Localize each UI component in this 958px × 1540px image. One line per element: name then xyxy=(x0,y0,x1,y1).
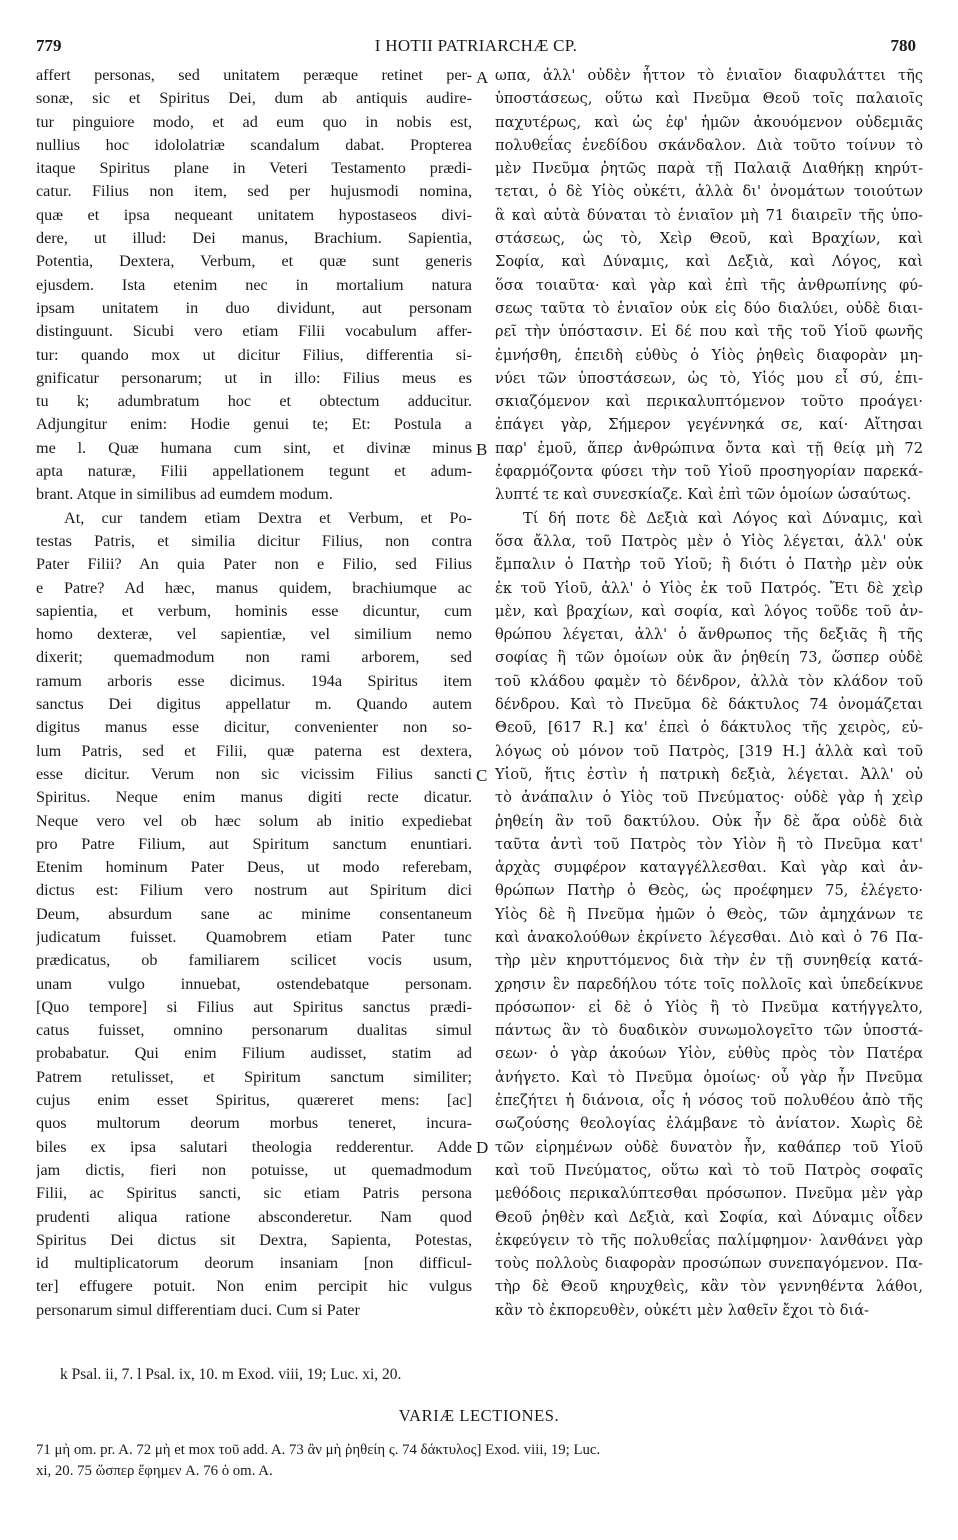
greek-text-line: τῶν εἰρημένων οὐδὲ δυνατὸν ἦν, καθάπερ τοῦ Υἱοῦ xyxy=(495,1138,923,1156)
greek-text-line: τὴρ δὲ Θεοῦ κηρυχθεὶς, κἂν τὸν γεννηθέντα λάθοι, xyxy=(495,1278,923,1296)
greek-text-line: μεθόδοις περικαλύπτεσθαι πρόσωπον. Πνεῦμα μὲν γὰρ xyxy=(495,1185,923,1203)
latin-text-line: Spiritus Dei dictus sit Dextra, Sapienta, Potestas, xyxy=(36,1230,472,1249)
greek-text-line: λυπτέ τε καὶ συνεσκίαζε. Καὶ ἐπὶ τῶν ὁμοίων ὡσαύτως. xyxy=(495,486,912,504)
greek-text-line: Θεοῦ, [617 R.] κα' ἐπεὶ ὁ δάκτυλος τῆς χειρὸς, εὐ- xyxy=(495,719,923,737)
margin-marker-a: A xyxy=(476,68,489,87)
latin-text-line: personarum simul differentiam duci. Cum si Pater xyxy=(36,1300,360,1319)
latin-text-line: jam dictis, fieri non potuisse, ut quemadmodum xyxy=(36,1160,472,1179)
latin-text-line: cujus enim esset Spiritus, quæreret mens: [ac] xyxy=(36,1091,472,1110)
greek-text-line: ὅσα τοιαῦτα· καὶ γὰρ καὶ ἐπὶ τῆς ἀνθρωπίνης φύ- xyxy=(495,276,923,294)
latin-text-line: [Quo tempore] si Filius aut Spiritus sanctus prædi- xyxy=(36,997,472,1016)
latin-text-line: testas Patris, et similia dicitur Filius, non contra xyxy=(36,531,472,550)
latin-text-line: ter] effugere potuit. Non enim percipit hic vulgus xyxy=(36,1277,472,1296)
page-number-left: 779 xyxy=(36,36,62,55)
latin-text-line: biles ex ipsa salutari theologia redderentur. Adde xyxy=(36,1137,472,1156)
latin-text-line: prudenti aliqua ratione absconderetur. Nam quod xyxy=(36,1207,472,1226)
greek-text-line: τοὺς πολλοὺς διαφορὰν προσώπων συνεπαγόμενον. Πα- xyxy=(495,1255,923,1273)
page-number-right: 780 xyxy=(890,36,916,55)
variant-readings xyxy=(36,1440,922,1482)
greek-text-line: ρεῖ τὴν ὑπόστασιν. Εἰ δέ που καὶ τῆς τοῦ Υἱοῦ φωνῆς xyxy=(495,323,923,341)
greek-text-line: Θεοῦ ῥηθὲν καὶ Δεξιὰ, καὶ Σοφία, καὶ Δύναμις οἶδεν xyxy=(495,1208,923,1226)
latin-text-line: homo dexteræ, vel sapientiæ, vel similium nemo xyxy=(36,625,472,644)
greek-text-line: χρησιν ἓν παρεδήλου τότε τοῖς πολλοῖς καὶ ὑπεδείκνυε xyxy=(495,975,923,993)
greek-text-line: στάσεως, ὡς τὸ, Χεὶρ Θεοῦ, καὶ Βραχίων, καὶ xyxy=(495,230,923,248)
latin-text-line: dere, ut illud: Dei manus, Brachium. Sapientia, xyxy=(36,229,472,248)
greek-text-line: λόγως οὐ μόνον τοῦ Πατρὸς, [319 H.] ἀλλὰ καὶ τοῦ xyxy=(495,742,923,760)
variae-lectiones-heading: VARIÆ LECTIONES. xyxy=(398,1406,560,1425)
greek-text-line: μὲν, καὶ βραχίων, καὶ σοφία, καὶ λόγος τοῦδε τοῦ ἀν- xyxy=(495,602,923,620)
greek-text-line: ἀρχὰς συμφέρον καταγγέλλεσθαι. Καὶ γὰρ καὶ ἀν- xyxy=(495,859,923,877)
greek-text-line: μὲν Πνεῦμα ῥητῶς παρὰ τῇ Παλαιᾷ Διαθήκῃ κηρύτ- xyxy=(495,160,923,178)
greek-text-line: Υἱοῦ, ἥτις ἐστὶν ἡ πατρικὴ δεξιὰ, λέγεται. Ἀλλ' οὐ xyxy=(495,765,923,783)
margin-marker-b: B xyxy=(476,440,488,459)
latin-text-line: Pater Filii? An quia Pater non e Filio, sed Filius xyxy=(36,555,472,574)
latin-text-line: brant. Atque in similibus ad eumdem modum. xyxy=(36,485,333,504)
greek-text-line: ἐφαρμόζοντα φύσει τὴν τοῦ Υἱοῦ προσηγορίαν παρεκά- xyxy=(495,463,923,481)
latin-text-line: Adjungitur enim: Hodie genui te; Et: Postula a xyxy=(36,415,472,434)
latin-text-line: dictus est: Filium vero nostrum aut Spiritum dici xyxy=(36,881,472,900)
greek-text-line: ἃ καὶ αὐτὰ δύναται τὸ ἑνιαῖον μὴ 71 διαιρεῖν τῆς ὑπο- xyxy=(495,206,923,224)
latin-text-line: ipsam unitatem in duo dividunt, aut personam xyxy=(36,298,472,317)
latin-text-line: itaque Spiritus plane in Veteri Testamento prædi- xyxy=(36,159,472,178)
greek-text-line: ὑποστάσεως, οὕτω καὶ Πνεῦμα Θεοῦ τοῖς παλαιοῖς xyxy=(495,90,923,108)
greek-text-line: σεων· ὁ γὰρ ἀκούων Υἱὸν, εὐθὺς πρὸς τὸν Πατέρα xyxy=(495,1045,923,1063)
greek-text-line: πρόσωπον· εἰ δὲ ὁ Υἱὸς ἢ τὸ Πνεῦμα κατήγγελτο, xyxy=(495,998,923,1016)
latin-text-line: tu k; adumbratum hoc et obtectum adducitur. xyxy=(36,392,472,411)
latin-text-line: catur. Filius non item, sed per hujusmodi nomina, xyxy=(36,182,472,201)
latin-text-line: nullius hoc idololatriæ scandalum dabat. Propterea xyxy=(36,135,472,154)
greek-text-line: ἐπεζήτει ἡ διάνοια, οἷς ἡ νόσος τοῦ πολυθέου ἀπὸ τῆς xyxy=(495,1092,923,1110)
greek-text-line: νύει τῶν ὑποστάσεων, ὡς τὸ, Υἱός μου εἶ σύ, ἐπι- xyxy=(495,369,923,387)
greek-text-line: καὶ τοῦ Πνεύματος, οὕτω καὶ τὸ τοῦ Πατρὸς σοφαῖς xyxy=(495,1161,923,1179)
greek-text-line: ὅσα ἄλλα, τοῦ Πατρὸς μὲν ὁ Υἱὸς λέγεται, ἀλλ' οὐκ xyxy=(495,532,923,550)
latin-text-line: Spiritus. Neque enim manus digiti recte dicatur. xyxy=(36,788,472,807)
greek-text-line: τεται, ὁ δὲ Υἱὸς οὐκέτι, ἀλλὰ δι' ὀνομάτων τοιούτων xyxy=(495,183,923,201)
page-header xyxy=(36,36,916,62)
greek-column xyxy=(495,64,923,1322)
greek-text-line: παρ' ἐμοῦ, ἅπερ ἀνθρώπινα ὄντα καὶ τῇ θείᾳ μὴ 72 xyxy=(495,439,923,457)
greek-text-line: ἐκ τοῦ Υἱοῦ, ἀλλ' ὁ Υἱὸς ἐκ τοῦ Πατρός. Ἔτι δὲ χεὶρ xyxy=(495,579,923,597)
latin-text-line: Neque vero vel ob hæc solum ab initio expediebat xyxy=(36,811,472,830)
margin-marker-d: D xyxy=(476,1138,489,1157)
greek-text-line: σωζούσης θεολογίας ἐλάμβανε τὸ ἀνίατον. Χωρὶς δὲ xyxy=(495,1115,923,1133)
greek-text-line: τὸ ἀνάπαλιν ὁ Υἱὸς τοῦ Πνεύματος· οὐδὲ γὰρ ἡ χεὶρ xyxy=(495,789,923,807)
greek-text-line: Τί δή ποτε δὲ Δεξιὰ καὶ Λόγος καὶ Δύναμις, καὶ xyxy=(523,509,923,527)
greek-text-line: ἐπάγει γὰρ, Σήμερον γεγέννηκά σε, καί· Αἴτησαι xyxy=(495,416,923,434)
scripture-footnotes: k Psal. ii, 7. l Psal. ix, 10. m Exod. viii, 19; Luc. xi, 20. xyxy=(60,1366,402,1383)
latin-text-line: prædicatus, ob familiarem scilicet vocis usum, xyxy=(36,951,472,970)
latin-text-line: esse dicitur. Verum non sic vicissim Filius sancti xyxy=(36,764,472,783)
greek-text-line: ταῦτα ἀντὶ τοῦ Πατρὸς τὸν Υἱὸν ἢ τὸ Πνεῦμα κατ' xyxy=(495,835,923,853)
greek-text-line: σεως ταῦτα τὸ ἑνιαῖον οὐκ εἰς δύο διαλύει, οὐδὲ διαι- xyxy=(495,299,923,317)
variant-line: xi, 20. 75 ὥσπερ ἔφημεν A. 76 ὁ om. A. xyxy=(36,1463,273,1479)
latin-text-line: id multiplicatorum deorum insaniam [non difficul- xyxy=(36,1254,472,1273)
variant-line: 71 μὴ om. pr. A. 72 μὴ et mox τοῦ add. A. 73 ἂν μὴ ῥηθείη ς. 74 δάκτυλος] Exod. viii, 19; Luc. xyxy=(36,1442,601,1458)
greek-text-line: ῥηθείη ἂν τοῦ δακτύλου. Οὐκ ἦν δὲ ἄρα οὐδὲ διὰ xyxy=(495,812,923,830)
margin-marker-c: C xyxy=(476,766,488,785)
greek-text-line: θρώπων Πατὴρ ὁ Θεὸς, ὡς προέφημεν 75, ἐλέγετο· xyxy=(495,882,923,900)
latin-text-line: e Patre? Ad hæc, manus quidem, brachiumque ac xyxy=(36,578,472,597)
greek-text-line: ωπα, ἀλλ' οὐδὲν ἧττον τὸ ἑνιαῖον διαφυλάττει τῆς xyxy=(495,67,923,84)
latin-text-line: apta naturæ, Filii appellationem tegunt et adum- xyxy=(36,462,472,481)
latin-text-line: Filii, ac Spiritus sancti, sic etiam Patris persona xyxy=(36,1184,472,1203)
latin-text-line: catus fuisset, omnino personarum dualitas simul xyxy=(36,1021,472,1040)
latin-text-line: ejusdem. Ista etenim nec in mortalium natura xyxy=(36,275,472,294)
latin-text-line: sonæ, sic et Spiritus Dei, dum ab antiquis audire- xyxy=(36,89,472,108)
latin-text-line: At, cur tandem etiam Dextra et Verbum, et Po- xyxy=(64,508,472,527)
greek-text-line: δένδρου. Καὶ τὸ Πνεῦμα δὲ δάκτυλος 74 ὀνομάζεται xyxy=(495,696,923,714)
greek-text-line: σοφίας ἢ τῶν ὁμοίων οὐκ ἂν ῥηθείη 73, ὥσπερ οὐδὲ xyxy=(495,649,923,667)
latin-text-line: Deum, absurdum sane ac minime consentaneum xyxy=(36,904,472,923)
greek-text-line: σκιαζόμενον καὶ περικαλυπτόμενον τοῦτο προάγει· xyxy=(495,393,923,411)
greek-text-line: καὶ ἀνακολούθων ἐκρίνετο λέγεσθαι. Διὸ καὶ ὁ 76 Πα- xyxy=(495,928,923,946)
latin-text-line: unam vulgo innuebat, ostendebatque personam. xyxy=(36,974,472,993)
greek-text-line: ἔμπαλιν ὁ Πατὴρ τοῦ Υἱοῦ; ἢ διότι ὁ Πατὴρ μὲν οὐκ xyxy=(495,556,923,574)
greek-text-line: ἐμνήσθη, ἐπειδὴ εὐθὺς ὁ Υἱὸς ῥηθεὶς διαφορὰν μη- xyxy=(495,346,923,364)
latin-text-line: probabatur. Qui enim Filium audisset, statim ad xyxy=(36,1044,472,1063)
greek-text-line: κἂν τὸ ἐκπορευθὲν, οὐκέτι μὲν λαθεῖν ἔχοι τὸ διά- xyxy=(495,1301,869,1319)
latin-text-line: Patrem retulisset, et Spiritum sanctum similiter; xyxy=(36,1067,472,1086)
greek-text-line: Υἱὸς δὲ ἢ Πνεῦμα ἡμῶν ὁ Θεὸς, τῶν ἀμηχάνων τε xyxy=(495,905,923,923)
greek-text-line: ἀνήγετο. Καὶ τὸ Πνεῦμα ὁμοίως· οὗ γὰρ ἦν Πνεῦμα xyxy=(495,1068,923,1086)
latin-text-line: distinguunt. Sicubi vero etiam Filii vocabulum affer- xyxy=(36,322,472,341)
latin-text-line: tur pinguiore modo, et ad eum quo in nobis est, xyxy=(36,112,472,131)
latin-text-line: tur: quando mox ut dicitur Filius, differentia si- xyxy=(36,345,472,364)
latin-text-line: quos multorum deorum morbus teneret, incura- xyxy=(36,1114,472,1133)
greek-text-line: τοῦ κλάδου φαμὲν τὸ δένδρον, ἀλλὰ τὸν κλάδον τοῦ xyxy=(495,672,923,690)
latin-text-line: lum Patris, sed et Filii, quæ paterna est dextera, xyxy=(36,741,472,760)
latin-text-line: quæ et ipsa nequeant unitatem hypostaseos divi- xyxy=(36,205,472,224)
greek-text-line: θρώπου λέγεται, ἀλλ' ὁ ἄνθρωπος τῆς δεξιᾶς ἢ τῆς xyxy=(495,626,923,644)
latin-text-line: ramum arboris esse dicimus. 194a Spiritus item xyxy=(36,671,472,690)
latin-text-line: me l. Quæ humana cum sint, et divinæ minus xyxy=(36,438,472,457)
greek-text-line: ἐκφεύγειν τὸ τῆς πολυθεΐας παλίμφημον· λανθάνει γὰρ xyxy=(495,1231,923,1249)
latin-text-line: sanctus Dei digitus appellatur m. Quando autem xyxy=(36,695,472,714)
latin-text-line: sapientia, et verbum, hominis esse dicuntur, cum xyxy=(36,601,472,620)
greek-text-line: Σοφία, καὶ Δύναμις, καὶ Δεξιὰ, καὶ Λόγος, καὶ xyxy=(495,253,923,271)
latin-text-line: dixerit; quemadmodum non rami arborem, sed xyxy=(36,648,472,667)
latin-text-line: gnificatur personarum; ut in illo: Filius meus es xyxy=(36,368,472,387)
latin-text-line: digitus manus esse dicitur, convenienter non so- xyxy=(36,718,472,737)
latin-text-line: judicatum fuisset. Quamobrem etiam Pater tunc xyxy=(36,927,472,946)
greek-text-line: πάντως ἂν τὸ δυαδικὸν συνωμολογεῖτο τῶν ὑποστά- xyxy=(495,1022,923,1040)
latin-text-line: Etenim hominum Pater Deus, ut modo referebam, xyxy=(36,858,472,877)
greek-text-line: τὴρ μὲν κηρυττόμενος διὰ τὴν ἐν τῇ συνηθείᾳ κατά- xyxy=(495,952,923,970)
greek-text-line: παχυτέρως, καὶ ὡς ἐφ' ἡμῶν ἀκουόμενον οὐδεμιᾶς xyxy=(495,113,923,131)
greek-text-line: πολυθεΐας ἐνεδίδου σκάνδαλον. Διὰ τοῦτο τοίνυν τὸ xyxy=(495,136,923,154)
latin-column xyxy=(36,64,472,1322)
latin-text-line: affert personas, sed unitatem peræque retinet per- xyxy=(36,66,472,84)
running-title: I HOTII PATRIARCHÆ CP. xyxy=(374,36,578,55)
latin-text-line: Potentia, Dextera, Verbum, et quæ sunt generis xyxy=(36,252,472,271)
latin-text-line: pro Patre Filium, aut Spiritum sanctum enuntiari. xyxy=(36,834,472,853)
